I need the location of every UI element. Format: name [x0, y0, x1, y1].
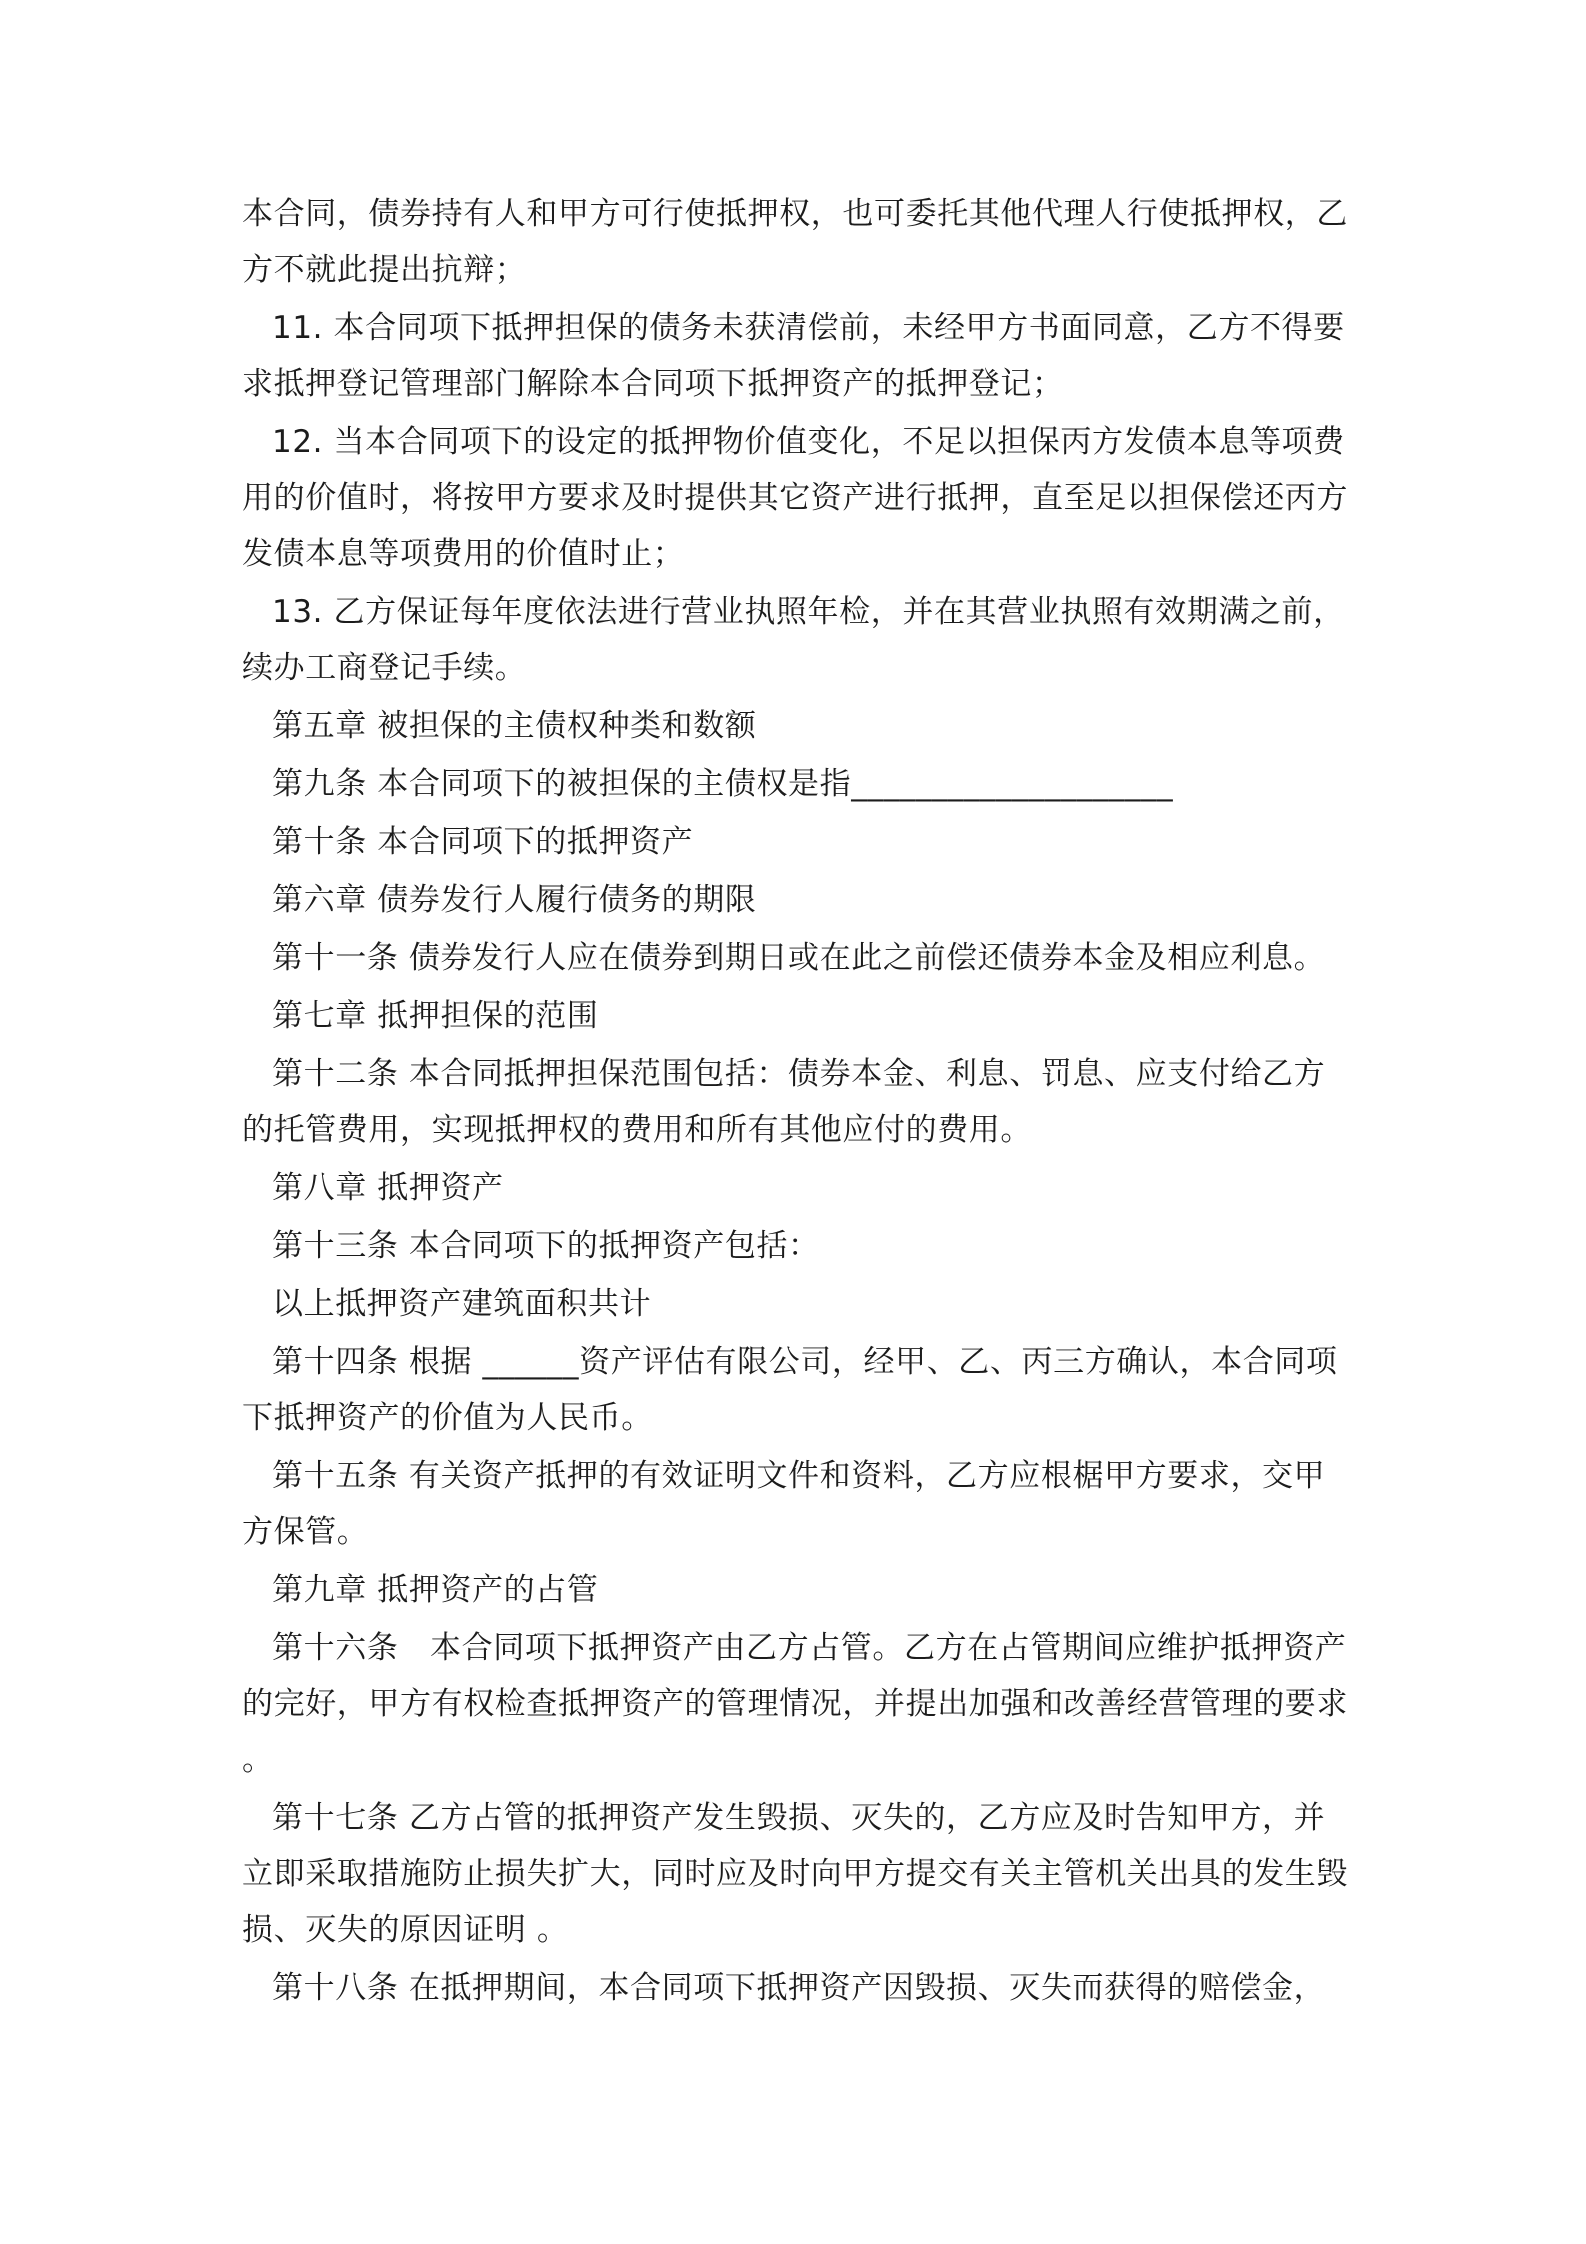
article-11: 第十一条 债券发行人应在债券到期日或在此之前偿还债券本金及相应利息。: [272, 940, 1326, 976]
article-12: 第十二条 本合同抵押担保范围包括：债券本金、利息、罚息、应支付给乙方的托管费用，实现抵押权的费用和所有其他应付的费用。: [242, 1056, 1326, 1148]
paragraph-3: 12. 当本合同项下的设定的抵押物价值变化，不足以担保丙方发债本息等项费用的价值时，将按甲方要求及时提供其它资产进行抵押，直至足以担保偿还丙方发债本息等项费用的价值时止；: [242, 424, 1348, 572]
article-9: 第九条 本合同项下的被担保的主债权是指____________________: [272, 766, 1174, 802]
article-14: 第十四条 根据 ______资产评估有限公司，经甲、乙、丙三方确认，本合同项下抵押资产的价值为人民币。: [242, 1344, 1338, 1436]
chapter-heading-6: 第六章 债券发行人履行债务的期限: [272, 882, 757, 918]
article-13: 第十三条 本合同项下的抵押资产包括：: [272, 1228, 820, 1264]
paragraph-area-total: 以上抵押资产建筑面积共计: [272, 1286, 652, 1322]
paragraph-2: 11. 本合同项下抵押担保的债务未获清偿前，未经甲方书面同意，乙方不得要求抵押登记管理部门解除本合同项下抵押资产的抵押登记；: [242, 310, 1345, 402]
document-body: [242, 186, 1352, 2018]
article-18: 第十八条 在抵押期间，本合同项下抵押资产因毁损、灭失而获得的赔偿金，: [272, 1970, 1326, 2006]
article-15: 第十五条 有关资产抵押的有效证明文件和资料，乙方应根椐甲方要求，交甲方保管。: [242, 1458, 1326, 1550]
chapter-heading-8: 第八章 抵押资产: [272, 1170, 504, 1206]
article-10: 第十条 本合同项下的抵押资产: [272, 824, 694, 860]
paragraph-4: 13. 乙方保证每年度依法进行营业执照年检，并在其营业执照有效期满之前，续办工商登记手续。: [242, 594, 1345, 686]
article-17: 第十七条 乙方占管的抵押资产发生毁损、灭失的，乙方应及时告知甲方，并立即采取措施防止损失扩大，同时应及时向甲方提交有关主管机关出具的发生毁损、灭失的原因证明 。: [242, 1800, 1348, 1948]
chapter-heading-9: 第九章 抵押资产的占管: [272, 1572, 599, 1608]
chapter-heading-7: 第七章 抵押担保的范围: [272, 998, 599, 1034]
article-16: 第十六条 本合同项下抵押资产由乙方占管。乙方在占管期间应维护抵押资产的完好，甲方有权检查抵押资产的管理情况，并提出加强和改善经营管理的要求。: [242, 1630, 1348, 1778]
chapter-heading-5: 第五章 被担保的主债权种类和数额: [272, 708, 757, 744]
paragraph-1: 本合同，债券持有人和甲方可行使抵押权，也可委托其他代理人行使抵押权，乙方不就此提出抗辩；: [242, 196, 1348, 288]
